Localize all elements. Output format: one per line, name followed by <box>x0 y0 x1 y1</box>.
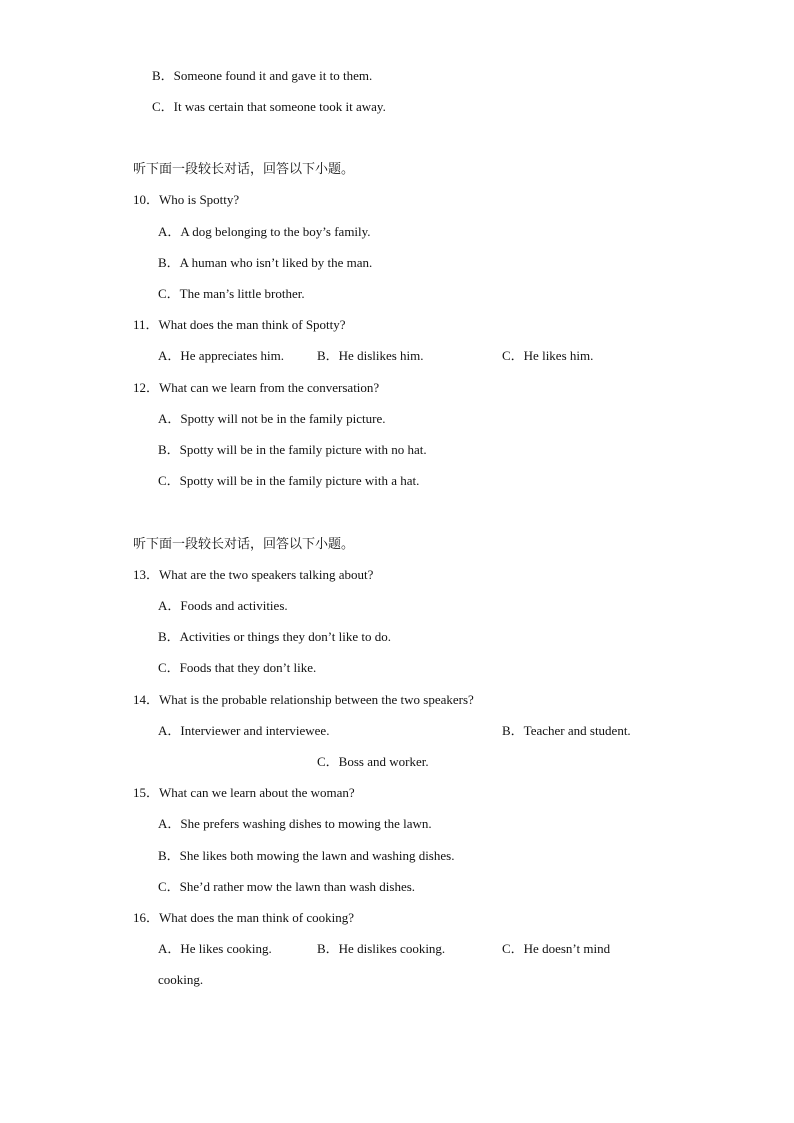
option-text: He likes him. <box>523 348 594 363</box>
q10-option-c <box>158 286 305 302</box>
question-text: What can we learn from the conversation? <box>159 380 380 395</box>
option-letter: B． <box>317 348 339 363</box>
option-letter: A． <box>158 598 181 613</box>
option-letter: B． <box>158 848 180 863</box>
question-text: What does the man think of Spotty? <box>158 317 346 332</box>
option-letter: C． <box>158 660 180 675</box>
option-letter: C． <box>158 879 180 894</box>
question-text: What are the two speakers talking about? <box>159 567 374 582</box>
question-11 <box>133 317 346 333</box>
q14-option-b <box>502 723 631 739</box>
option-letter: B． <box>158 629 180 644</box>
option-letter: C． <box>502 348 524 363</box>
q10-option-a <box>158 224 371 240</box>
option-c <box>152 99 386 115</box>
option-text: He dislikes cooking. <box>338 941 446 956</box>
question-16 <box>133 910 354 926</box>
option-letter: A． <box>158 816 181 831</box>
question-number: 11． <box>133 317 159 332</box>
question-12 <box>133 380 379 396</box>
q12-option-c <box>158 473 419 489</box>
q13-option-a <box>158 598 288 614</box>
option-letter: C． <box>502 941 524 956</box>
option-text: She’d rather mow the lawn than wash dishes. <box>179 879 416 894</box>
question-text: What is the probable relationship between the two speakers? <box>159 692 474 707</box>
option-text: He likes cooking. <box>180 941 272 956</box>
option-text: Spotty will not be in the family picture. <box>180 411 386 426</box>
option-letter: A． <box>158 723 181 738</box>
q16-option-c-continued: cooking. <box>158 972 204 987</box>
q15-option-a <box>158 816 432 832</box>
option-text: A human who isn’t liked by the man. <box>179 255 373 270</box>
question-number: 14． <box>133 692 160 707</box>
option-text: Activities or things they don’t like to do. <box>179 629 392 644</box>
question-text: Who is Spotty? <box>159 192 240 207</box>
question-number: 13． <box>133 567 160 582</box>
question-15 <box>133 785 355 801</box>
q14-option-c <box>317 754 429 770</box>
option-text: Teacher and student. <box>523 723 631 738</box>
question-14 <box>133 692 474 708</box>
option-b <box>152 68 372 84</box>
q12-option-b <box>158 442 427 458</box>
question-10 <box>133 192 239 208</box>
question-13 <box>133 567 373 583</box>
option-letter: A． <box>158 348 181 363</box>
q13-option-c <box>158 660 316 676</box>
option-letter: B． <box>158 442 180 457</box>
question-text: What can we learn about the woman? <box>159 785 355 800</box>
option-text: He appreciates him. <box>180 348 284 363</box>
option-text: Someone found it and gave it to them. <box>173 68 373 83</box>
option-text: Boss and worker. <box>338 754 429 769</box>
q16-option-c <box>502 941 610 957</box>
question-number: 15． <box>133 785 160 800</box>
q12-option-a <box>158 411 385 427</box>
option-letter: A． <box>158 941 181 956</box>
option-text: A dog belonging to the boy’s family. <box>180 224 371 239</box>
section-intro: 听下面一段较长对话，回答以下小题。 <box>133 536 355 551</box>
option-text: She likes both mowing the lawn and washing dishes. <box>179 848 455 863</box>
option-letter: B． <box>317 941 339 956</box>
option-text: Foods that they don’t like. <box>179 660 317 675</box>
q14-option-a <box>158 723 329 739</box>
option-text: Spotty will be in the family picture with no hat. <box>179 442 427 457</box>
q11-option-c <box>502 348 593 364</box>
q15-option-c <box>158 879 415 895</box>
question-number: 16． <box>133 910 160 925</box>
q10-option-b <box>158 255 372 271</box>
option-letter: B． <box>152 68 174 83</box>
question-text: What does the man think of cooking? <box>159 910 354 925</box>
option-letter: C． <box>317 754 339 769</box>
option-letter: C． <box>158 473 180 488</box>
option-letter: B． <box>502 723 524 738</box>
option-text: He dislikes him. <box>338 348 424 363</box>
option-text: He doesn’t mind <box>523 941 611 956</box>
question-number: 12． <box>133 380 160 395</box>
option-letter: C． <box>158 286 180 301</box>
option-text: Foods and activities. <box>180 598 288 613</box>
option-letter: B． <box>158 255 180 270</box>
q16-option-b <box>317 941 445 957</box>
section-intro: 听下面一段较长对话，回答以下小题。 <box>133 161 355 176</box>
option-letter: C． <box>152 99 174 114</box>
option-letter: A． <box>158 411 181 426</box>
option-text: It was certain that someone took it away. <box>173 99 386 114</box>
q11-option-a <box>158 348 284 364</box>
question-number: 10． <box>133 192 160 207</box>
q11-option-b <box>317 348 424 364</box>
option-letter: A． <box>158 224 181 239</box>
q16-option-a <box>158 941 272 957</box>
option-text: Interviewer and interviewee. <box>180 723 330 738</box>
q13-option-b <box>158 629 391 645</box>
option-text: She prefers washing dishes to mowing the lawn. <box>180 816 432 831</box>
option-text: Spotty will be in the family picture with a hat. <box>179 473 420 488</box>
option-text: The man’s little brother. <box>179 286 305 301</box>
q15-option-b <box>158 848 454 864</box>
